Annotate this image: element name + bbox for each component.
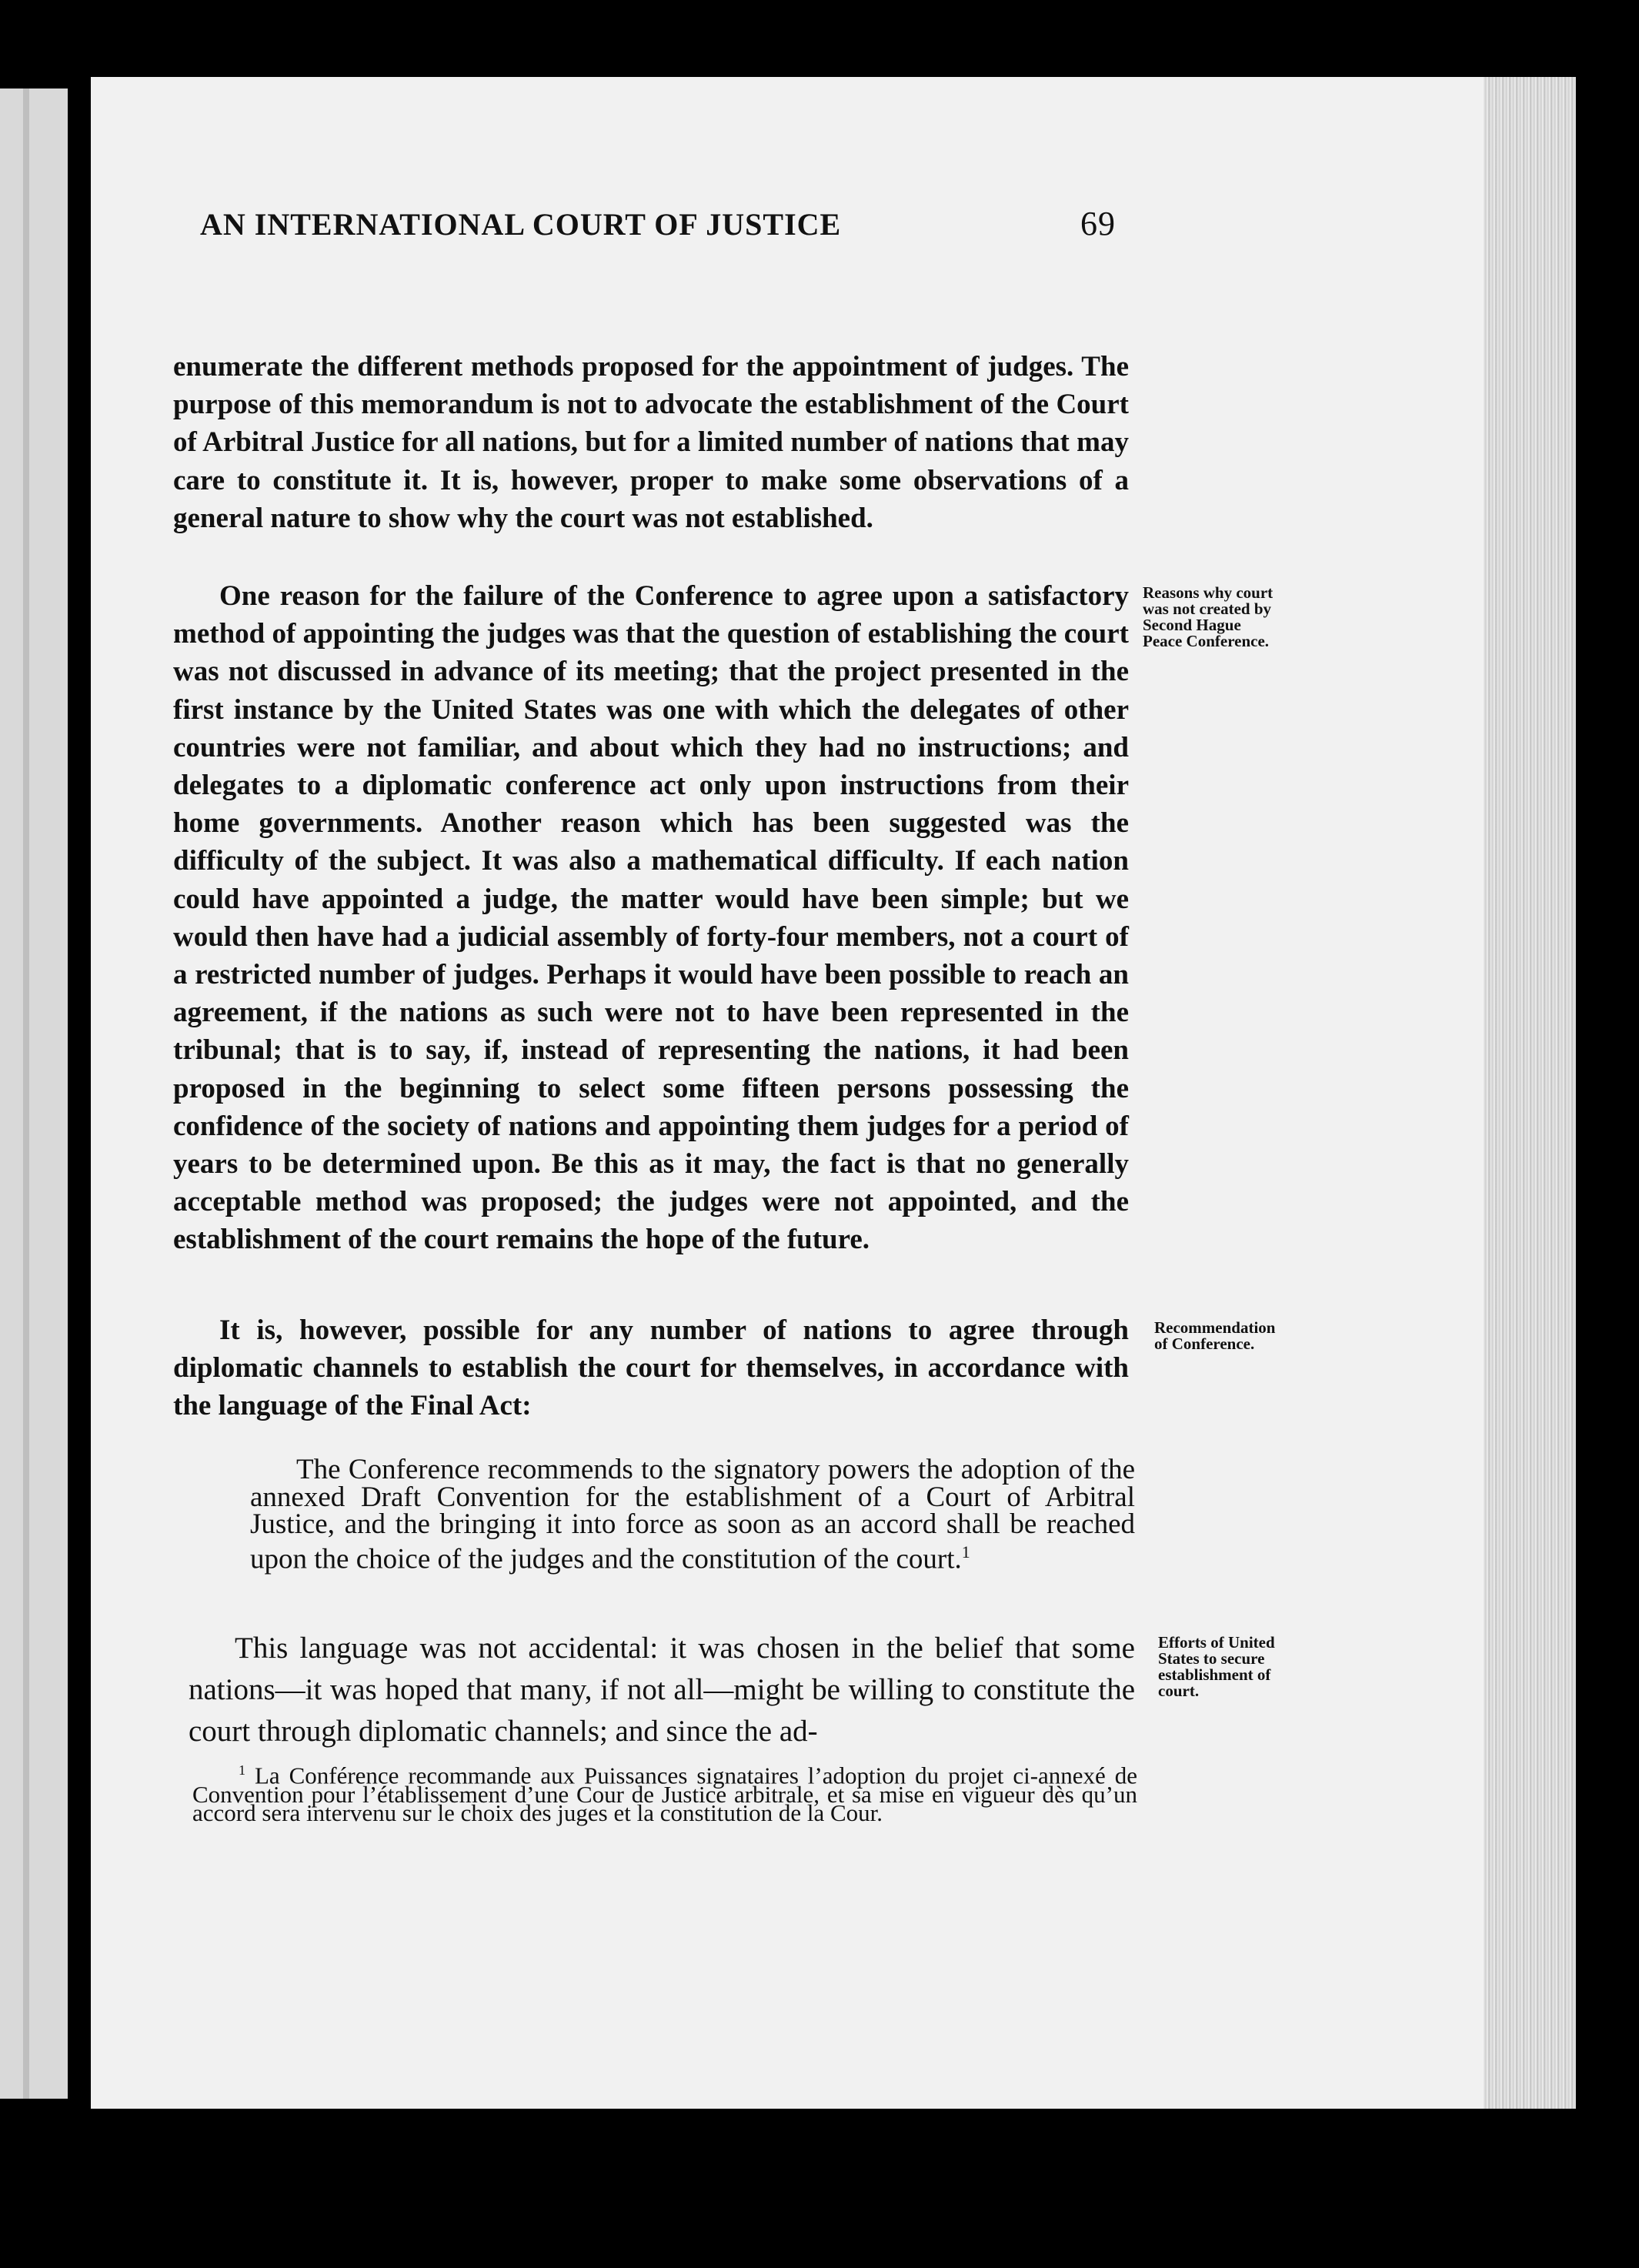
previous-page-edge [0,89,68,2099]
paragraph-2-text: One reason for the failure of the Conference to agree upon a satisfactory method of appointing the judges was that the question of establishing the court was not discussed in advance of its meeting; that the project presented in the first instance by the United States was one with which the delegates of other countries were not familiar, and about which they had no instructions; and delegates to a diplomatic conference act only upon instructions from their home governments. Another reason which has been suggested was the difficulty of the subject. It was also a mathematical difficulty. If each nation could have appointed a judge, the matter would have been simple; but we would then have had a judicial assembly of forty-four members, not a court of a restricted number of judges. Perhaps it would have been possible to reach an agreement, if the nations as such were not to have been represented in the tribunal; that is to say, if, instead of representing the nations, it had been proposed in the beginning to select some fifteen persons possessing the confidence of the society of nations and appointing them judges for a period of years to be determined upon. Be this as it may, the fact is that no generally acceptable method was proposed; the judges were not appointed, and the establishment of the court remains the hope of the future. [173,580,1129,1256]
running-title: AN INTERNATIONAL COURT OF JUSTICE [200,207,842,242]
margin-note-reasons: Reasons why court was not created by Second Hague Peace Conference. [1143,583,1273,650]
block-quote-text: The Conference recommends to the signatory powers the adoption of the annexed Draft Convention for the establishment of a Court of Arbitral Justice, and the bringing it into force as soon as an accord shall be reached upon the choice of the judges and the constitution of the court. [250,1454,1135,1575]
footnote-marker: 1 [239,1762,245,1778]
running-head [200,204,1116,243]
paragraph-1 [173,348,1129,537]
footnote-text: La Conférence recommande aux Puissances signataires l’adoption du projet ci-annexé de Convention pour l’établissement d’une Cour de Justice arbitrale, et sa mise en vigueur dès qu’un accord sera intervenu sur le choix des juges et la constitution de la Cour. [192,1762,1137,1827]
paragraph-4-text: This language was not accidental: it was chosen in the belief that some nations—it was hoped that many, if not all—might be willing to constitute the court through diplomatic channels; and since the ad- [189,1632,1135,1748]
paragraph-2 [173,577,1129,1259]
paragraph-1-text: enumerate the different methods proposed for the appointment of judges. The purpose of this memorandum is not to advocate the establishment of the Court of Arbitral Justice for all nations, but for a limited number of nations that may care to constitute it. It is, however, proper to make some observations of a general nature to show why the court was not established. [173,351,1129,534]
page-gutter-line [23,89,29,2099]
footnote-reference[interactable]: 1 [961,1542,970,1562]
footnote [192,1761,1137,1827]
block-quote [250,1454,1135,1575]
paragraph-4 [189,1628,1135,1752]
margin-note-efforts: Efforts of United States to secure establishment of court. [1158,1633,1275,1700]
paragraph-3 [173,1311,1129,1425]
paragraph-3-text: It is, however, possible for any number of nations to agree through diplomatic channels to establish the court for themselves, in accordance with the language of the Final Act: [173,1314,1129,1422]
margin-note-recommendation: Recommendation of Conference. [1154,1318,1276,1353]
page-stack-edges [1484,77,1576,2109]
page-number: 69 [1080,205,1116,242]
